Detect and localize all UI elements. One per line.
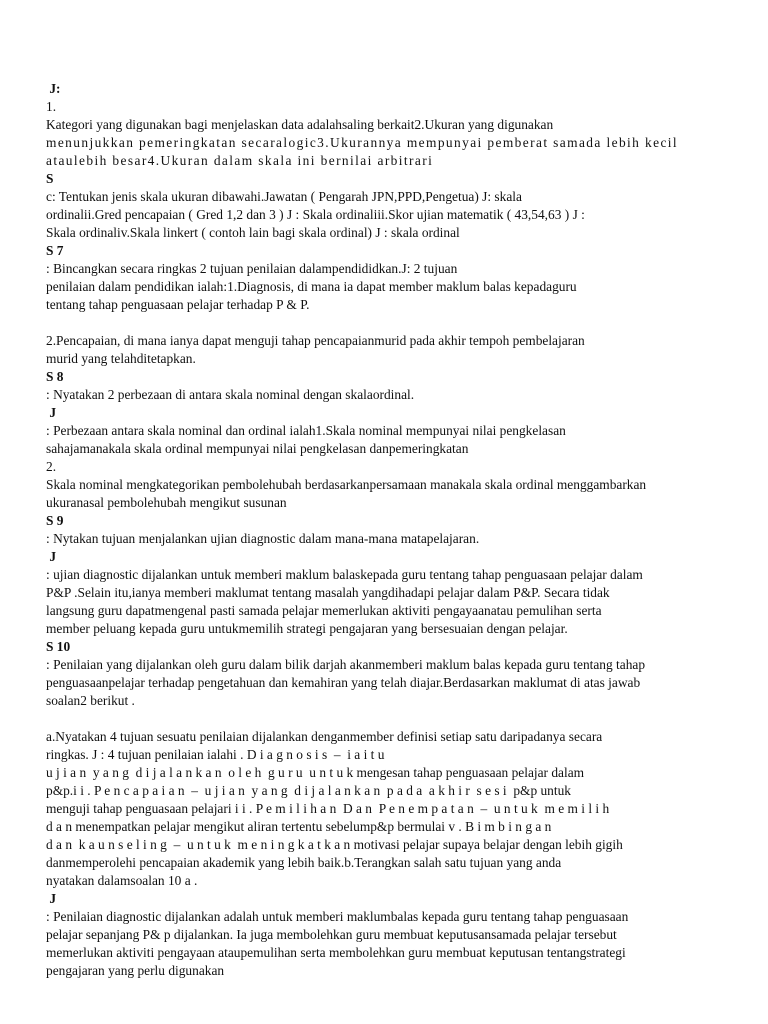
- text-line: danmemperolehi pencapaian akademik yang lebih baik.b.Terangkan salah satu tujuan yang anda: [46, 855, 562, 870]
- text-line: a.Nyatakan 4 tujuan sesuatu penilaian dijalankan denganmember definisi setiap satu daripadanya secara: [46, 729, 603, 744]
- text-line: P&P .Selain itu,ianya memberi maklumat tentang masalah yangdihadapi pelajar dalam P&P. Secara tidak: [46, 585, 610, 600]
- text-line: 1.: [46, 99, 57, 114]
- text-line: ataulebih besar4.Ukuran dalam skala ini bernilai arbitrari: [46, 153, 434, 168]
- answer-heading: J: [46, 549, 57, 564]
- text-line: Skala nominal mengkategorikan pembolehubah berdasarkanpersamaan manakala skala ordinal menggambarkan: [46, 477, 647, 492]
- text-line: pelajar sepanjang P& p dijalankan. Ia juga membolehkan guru membuat keputusansamada pelajar tersebut: [46, 927, 617, 942]
- text-line: : Bincangkan secara ringkas 2 tujuan penilaian dalampendididkan.J: 2 tujuan: [46, 261, 458, 276]
- text-line: d a n menempatkan pelajar mengikut aliran tertentu sebelump&p bermulai v . B i m b i n g a n: [46, 819, 552, 834]
- text-line: Kategori yang digunakan bagi menjelaskan data adalahsaling berkait2.Ukuran yang digunakan: [46, 117, 554, 132]
- text-line: d a n k a u n s e l i n g – u n t u k m e n i n g k a t k a n motivasi pelajar supaya belajar dengan lebih gigih: [46, 837, 623, 852]
- text-line: penguasaanpelajar terhadap pengetahuan dan kemahiran yang telah diajar.Berdasarkan maklumat di atas jawab: [46, 675, 641, 690]
- text-line: menunjukkan pemeringkatan secaralogic3.Ukurannya mempunyai pemberat samada lebih kecil: [46, 135, 679, 150]
- text-line: : Nytakan tujuan menjalankan ujian diagnostic dalam mana-mana matapelajaran.: [46, 531, 480, 546]
- text-line: pengajaran yang perlu digunakan: [46, 963, 225, 978]
- question-heading: S 10: [46, 639, 71, 654]
- text-line: ukuranasal pembolehubah mengikut susunan: [46, 495, 287, 510]
- text-line: : Penilaian diagnostic dijalankan adalah untuk memberi maklumbalas kepada guru tentang tahap penguasaan: [46, 909, 629, 924]
- text-line: langsung guru dapatmengenal pasti samada pelajar memerlukan aktiviti pengayaanatau pemulihan serta: [46, 603, 602, 618]
- text-line: ringkas. J : 4 tujuan penilaian ialahi . D i a g n o s i s – i a i t u: [46, 747, 385, 762]
- text-line: sahajamanakala skala ordinal mempunyai nilai pengkelasan danpemeringkatan: [46, 441, 469, 456]
- question-heading: S 9: [46, 513, 64, 528]
- text-line: soalan2 berikut .: [46, 693, 135, 708]
- text-line: menguji tahap penguasaan pelajari i i . P e m i l i h a n D a n P e n e m p a t a n – u n t u k m e m i l i h: [46, 801, 610, 816]
- text-line: : Perbezaan antara skala nominal dan ordinal ialah1.Skala nominal mempunyai nilai pengkelasan: [46, 423, 566, 438]
- text-line: nyatakan dalamsoalan 10 a .: [46, 873, 198, 888]
- text-line: c: Tentukan jenis skala ukuran dibawahi.Jawatan ( Pengarah JPN,PPD,Pengetua) J: skala: [46, 189, 522, 204]
- text-line: memerlukan aktiviti pengayaan ataupemulihan serta membolehkan guru membuat keputusan tentangstrategi: [46, 945, 626, 960]
- text-line: tentang tahap penguasaan pelajar terhadap P & P.: [46, 297, 310, 312]
- answer-heading: J: [46, 405, 57, 420]
- text-line: u j i a n y a n g d i j a l a n k a n o l e h g u r u u n t u k mengesan tahap penguasaan pelajar dalam: [46, 765, 585, 780]
- text-line: penilaian dalam pendidikan ialah:1.Diagnosis, di mana ia dapat member maklum balas kepadaguru: [46, 279, 577, 294]
- text-line: ordinalii.Gred pencapaian ( Gred 1,2 dan 3 ) J : Skala ordinaliii.Skor ujian matematik ( 43,54,63 ) J :: [46, 207, 585, 222]
- question-heading: S: [46, 171, 54, 186]
- answer-heading: J: [46, 891, 57, 906]
- text-line: murid yang telahditetapkan.: [46, 351, 196, 366]
- text-line: p&p.i i . P e n c a p a i a n – u j i a n y a n g d i j a l a n k a n p a d a a k h i r s e s i p&p untuk: [46, 783, 571, 798]
- question-heading: S 8: [46, 369, 64, 384]
- text-line: : Nyatakan 2 perbezaan di antara skala nominal dengan skalaordinal.: [46, 387, 415, 402]
- text-line: Skala ordinaliv.Skala linkert ( contoh lain bagi skala ordinal) J : skala ordinal: [46, 225, 460, 240]
- answer-heading: J:: [46, 81, 61, 96]
- text-line: : ujian diagnostic dijalankan untuk memberi maklum balaskepada guru tentang tahap penguasaan pelajar dalam: [46, 567, 643, 582]
- text-line: member peluang kepada guru untukmemilih strategi pengajaran yang bersesuaian dengan pelajar.: [46, 621, 568, 636]
- question-heading: S 7: [46, 243, 64, 258]
- text-line: 2.Pencapaian, di mana ianya dapat menguji tahap pencapaianmurid pada akhir tempoh pembelajaran: [46, 333, 585, 348]
- text-line: 2.: [46, 459, 57, 474]
- text-line: : Penilaian yang dijalankan oleh guru dalam bilik darjah akanmemberi maklum balas kepada guru tentang tahap: [46, 657, 646, 672]
